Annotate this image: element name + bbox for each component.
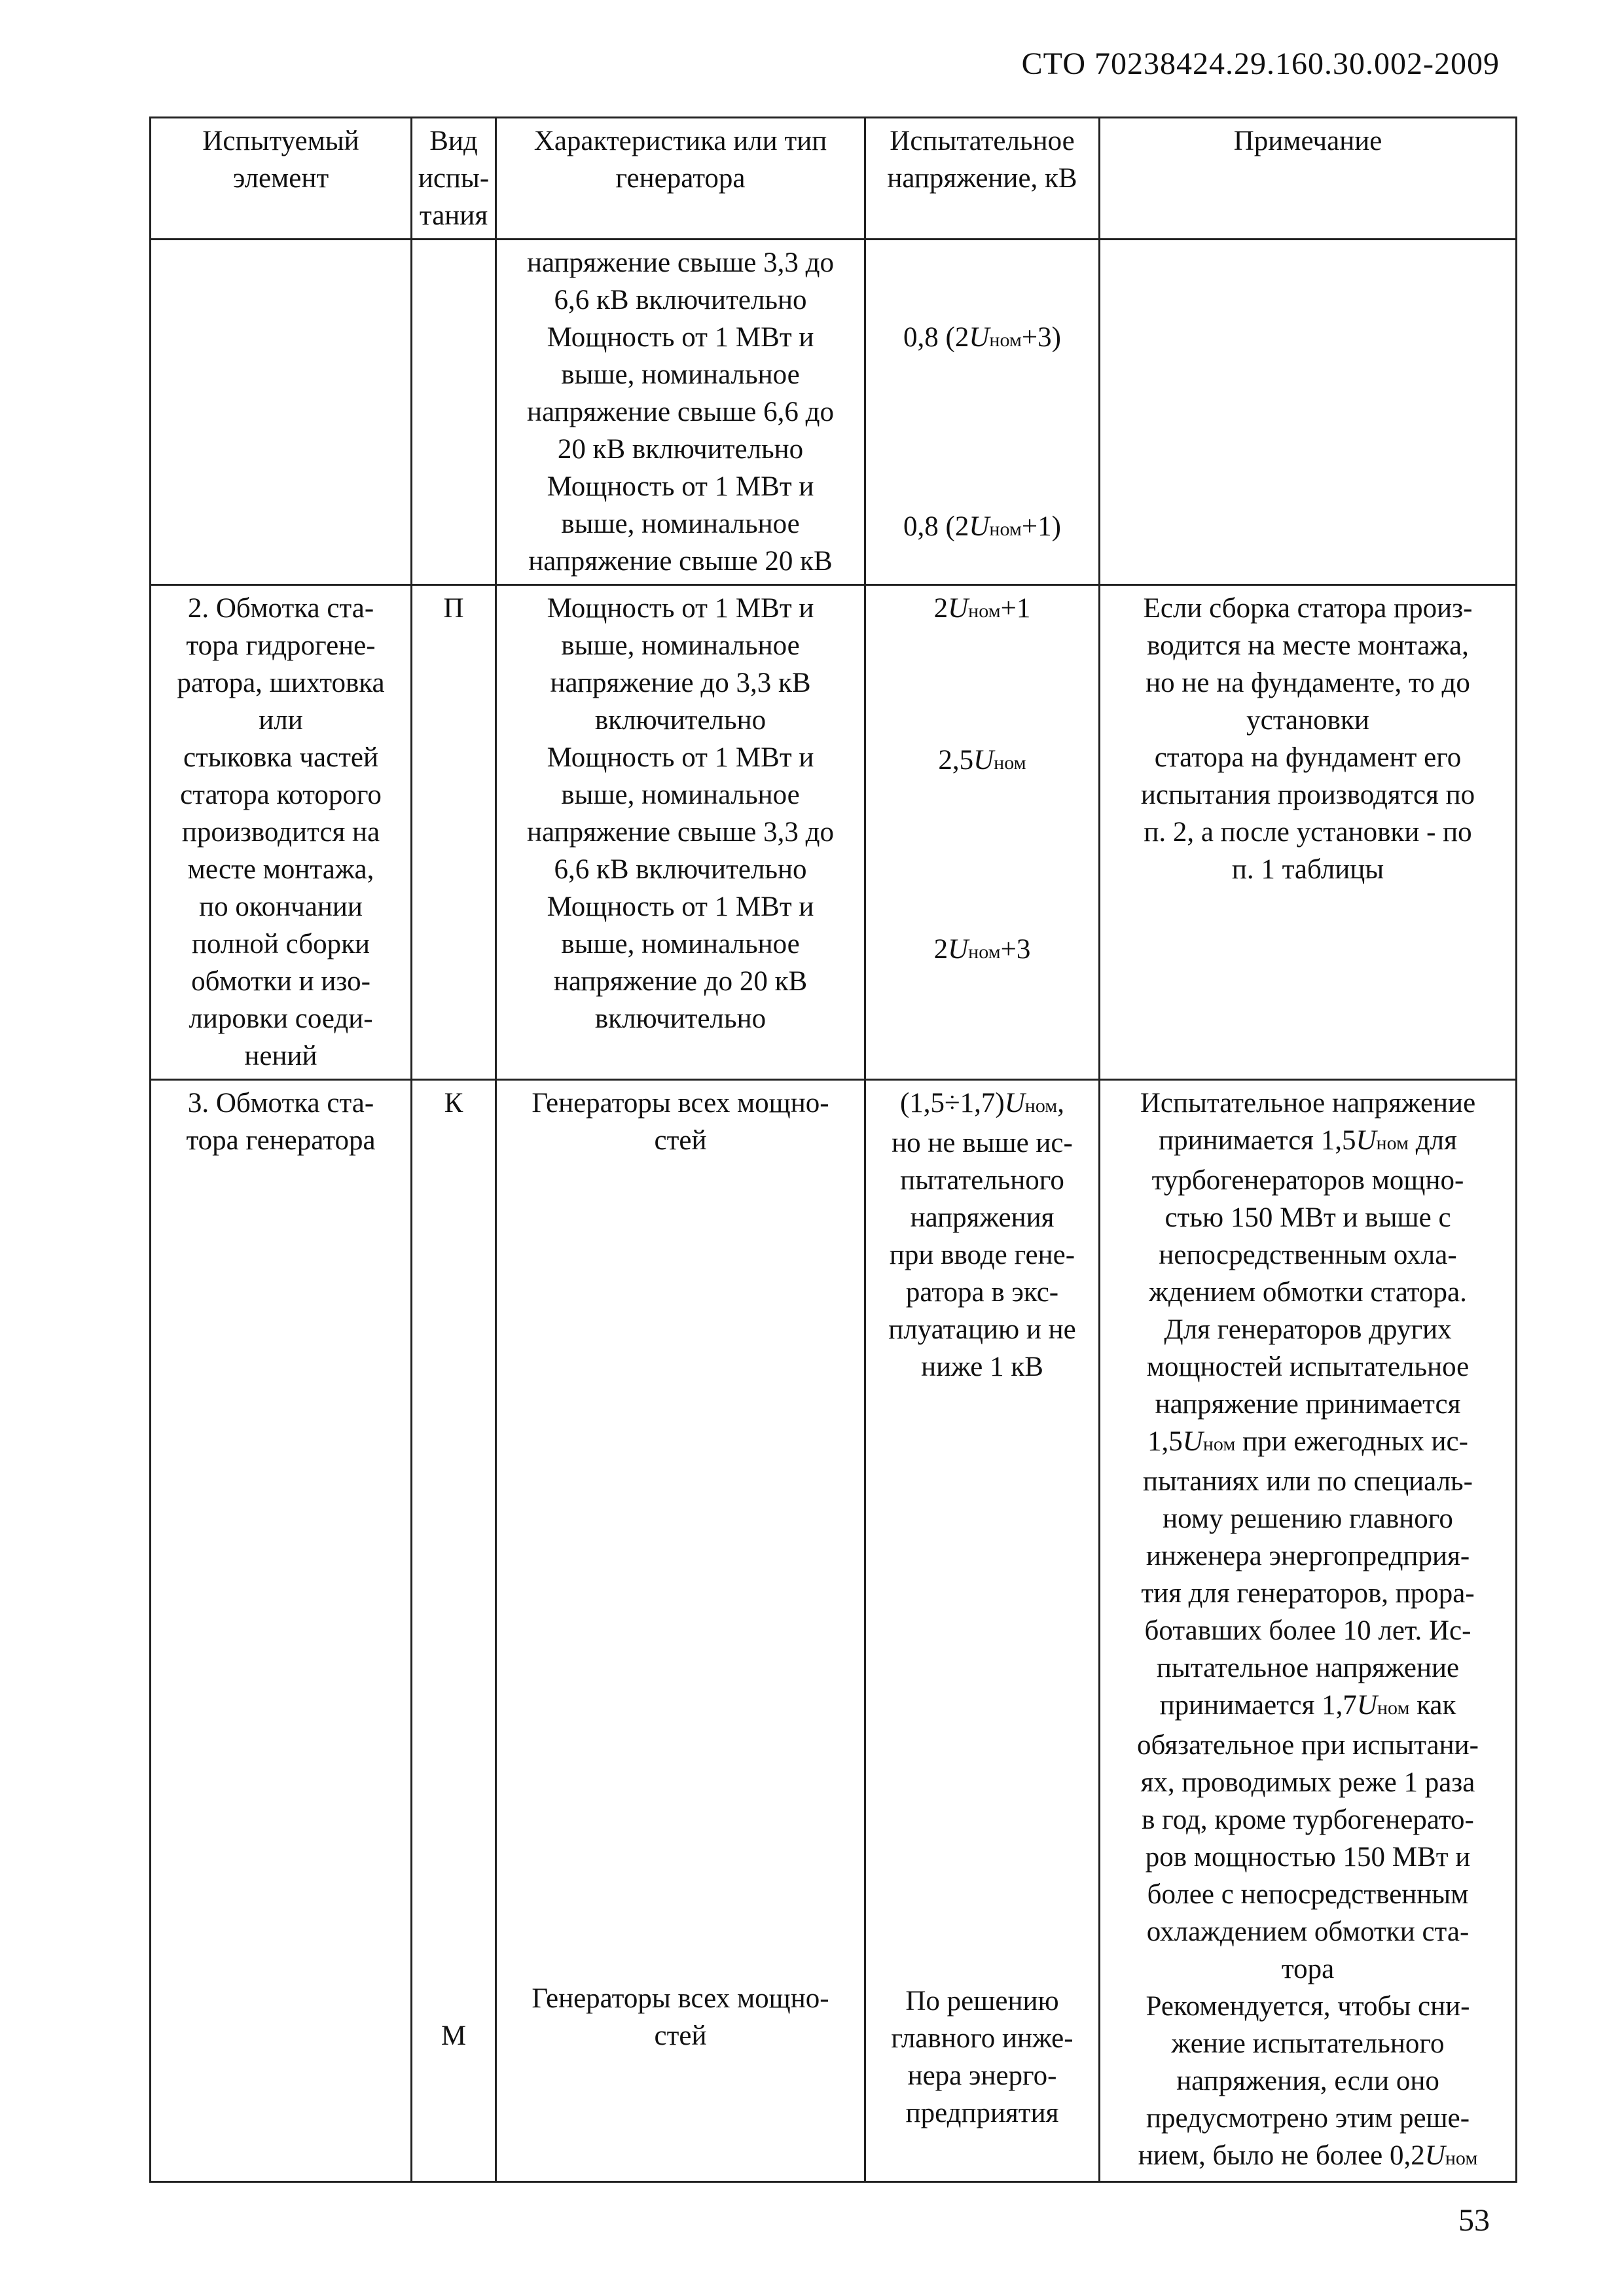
text-line: генератора [615,163,746,194]
text-line: Примечание [1233,126,1382,156]
text-line: предприятия [905,2098,1059,2128]
text-line: ниже 1 кВ [921,1352,1043,1382]
header-characteristic [496,118,865,240]
text-line: ному решению главного [1163,1503,1453,1534]
cell-element [151,585,412,1080]
text-line: статора которого [180,780,382,810]
table-row [151,1080,1517,2182]
text-line: в год, кроме турбогенерато- [1142,1804,1474,1835]
text-line: обязательное при испытани- [1137,1730,1479,1761]
table-header-row [151,118,1517,240]
table-row [151,585,1517,1080]
document-code: СТО 70238424.29.160.30.002-2009 [1021,46,1500,81]
text-line: 6,6 кВ включительно [554,854,807,885]
cell-test-type [412,240,496,585]
cell-test-voltage [865,1080,1100,2182]
text-line: водится на месте монтажа, [1147,630,1469,661]
text-line: стей [654,2020,707,2051]
text-line: Для генераторов других [1164,1314,1452,1345]
text-line: испытания производятся по [1140,780,1475,810]
text-line: обмотки и изо- [191,966,370,997]
text-line: главного инже- [891,2023,1074,2054]
text-line: напряжения, если оно [1176,2066,1439,2096]
text-line: охлаждением обмотки ста- [1146,1916,1470,1947]
voltage-value: 2Uном+1 [933,593,1031,624]
text-line: ратора, шихтовка [177,668,385,698]
header-test-voltage [865,118,1100,240]
text-line: тора гидрогене- [186,630,376,661]
text-line: напряжения [910,1202,1055,1233]
text-line: ях, проводимых реже 1 раза [1140,1767,1475,1798]
text-line: полной сборки [191,929,370,960]
text-line: Испытательное [890,126,1075,156]
text-line: 20 кВ включительно [557,434,804,465]
text-line: напряжение, кВ [887,163,1077,194]
text-line: лировки соеди- [189,1003,373,1034]
voltage-value: 0,8 (2Uном+3) [903,322,1061,353]
cell-note: Испытательное напряжение принимается 1,5Uном для турбогенераторов мощно- стью 150 МВт и выше с непосредственным охла- ждением обмотки статора. Для генераторов других мощностей испытательное напряжение принимается 1,5Uном при ежегодных ис- пытаниях или по специаль- ному решению главного инженера энергопредприя- тия для генераторов, прора- ботавших более 10 лет. Ис- пытательное напряжение принимается 1,7Uном как обязательное при испытани- ях, проводимых реже 1 раза в год, кроме турбогенерато- ров мощностью 150 МВт и более с непосредственным охлаждением обмотки ста- тора Рекомендуется, чтобы сни- жение испытательного напряжения, если оно предусмотрено этим реше- нием, было не более 0,2Uном [1100,1080,1517,2182]
text-line: Если сборка статора произ- [1143,593,1473,624]
cell-test-type: П [412,585,496,1080]
text-line: пытательного [900,1165,1064,1196]
text-line: напряжение свыше 20 кВ [528,546,833,577]
voltage-value: 2,5Uном [938,745,1026,776]
text-line: напряжение свыше 3,3 до [526,247,834,278]
text-line: испы- [418,163,490,194]
cell-characteristic [496,240,865,585]
text-line: Генераторы всех мощно- [532,1983,829,2014]
text-line: 3. Обмотка ста- [187,1088,374,1119]
text-line: стей [654,1125,707,1156]
text-line: Генераторы всех мощно- [532,1088,829,1119]
text-line: п. 2, а после установки - по [1144,817,1472,848]
cell-characteristic [496,1080,865,2182]
text-line: но не на фундаменте, то до [1146,668,1470,698]
text-line: нений [244,1041,317,1071]
text-line: стыковка частей [183,742,379,773]
text-line: выше, номинальное [561,780,800,810]
cell-test-voltage [865,240,1100,585]
cell-test-type: К М [412,1080,496,2182]
text-line: ров мощностью 150 МВт и [1145,1842,1471,1873]
text-line: пытаниях или по специаль- [1143,1466,1473,1497]
text-line: производится на [181,817,380,848]
text-line: выше, номинальное [561,359,800,390]
test-voltage-table [149,117,1517,2183]
text-line: напряжение до 20 кВ [553,966,808,997]
text-line: Вид [429,126,478,156]
text-line: но не выше ис- [892,1128,1073,1158]
cell-element [151,240,412,585]
text-line: месте монтажа, [187,854,374,885]
text-line: По решению [905,1986,1059,2017]
text-line: инженера энергопредприя- [1146,1541,1470,1571]
text-line: напряжение свыше 6,6 до [526,397,834,427]
header-element [151,118,412,240]
text-line: тора [1281,1954,1335,1984]
text-line: жение испытательного [1171,2028,1445,2059]
text-line: тора генератора [186,1125,376,1156]
voltage-value: (1,5÷1,7)Uном, [899,1088,1065,1119]
voltage-value: 2Uном+3 [933,934,1031,965]
text-line: Рекомендуется, чтобы сни- [1146,1991,1470,2022]
text-line: непосредственным охла- [1159,1240,1457,1270]
header-note [1100,118,1517,240]
text-line: ждением обмотки статора. [1149,1277,1467,1308]
text-line: напряжение до 3,3 кВ [550,668,811,698]
cell-note [1100,585,1517,1080]
text-line: напряжение свыше 3,3 до [526,817,834,848]
text-line: 2. Обмотка ста- [187,593,374,624]
text-line: Мощность от 1 МВт и [547,322,814,353]
header-test-type [412,118,496,240]
text-line: статора на фундамент его [1154,742,1462,773]
text-line: Мощность от 1 МВт и [547,742,814,773]
text-line: или [259,705,303,736]
text-line: более с непосредственным [1147,1879,1469,1910]
text-line: тания [419,200,488,231]
cell-characteristic [496,585,865,1080]
text-line: выше, номинальное [561,509,800,539]
text-line: выше, номинальное [561,630,800,661]
text-line: турбогенераторов мощно- [1151,1165,1464,1196]
text-line: 6,6 кВ включительно [554,285,807,315]
text-line: пытательное напряжение [1156,1653,1460,1683]
text-line: Характеристика или тип [533,126,827,156]
text-line: тия для генераторов, прора- [1141,1578,1475,1609]
text-line: включительно [594,705,767,736]
page-number: 53 [1458,2203,1490,2238]
text-line: Испытуемый [202,126,359,156]
text-line: по окончании [199,891,363,922]
table-row [151,240,1517,585]
text-line: Мощность от 1 МВт и [547,593,814,624]
text-line: стью 150 МВт и выше с [1164,1202,1451,1233]
text-line: напряжение принимается [1155,1389,1461,1420]
text-line: включительно [594,1003,767,1034]
text-line: мощностей испытательное [1146,1352,1470,1382]
text-line: при вводе гене- [889,1240,1075,1270]
text-line: установки [1246,705,1369,736]
text-line: предусмотрено этим реше- [1146,2103,1470,2134]
text-line: ратора в экс- [905,1277,1059,1308]
text-line: элемент [232,163,329,194]
text-line: нера энерго- [907,2060,1057,2091]
text-line: Мощность от 1 МВт и [547,471,814,502]
cell-test-voltage [865,585,1100,1080]
text-line: выше, номинальное [561,929,800,960]
text-line: Мощность от 1 МВт и [547,891,814,922]
cell-note [1100,240,1517,585]
text-line: ботавших более 10 лет. Ис- [1144,1615,1471,1646]
voltage-value: 0,8 (2Uном+1) [903,511,1061,542]
text-line: п. 1 таблицы [1231,854,1384,885]
text-line: плуатацию и не [888,1314,1076,1345]
cell-element [151,1080,412,2182]
